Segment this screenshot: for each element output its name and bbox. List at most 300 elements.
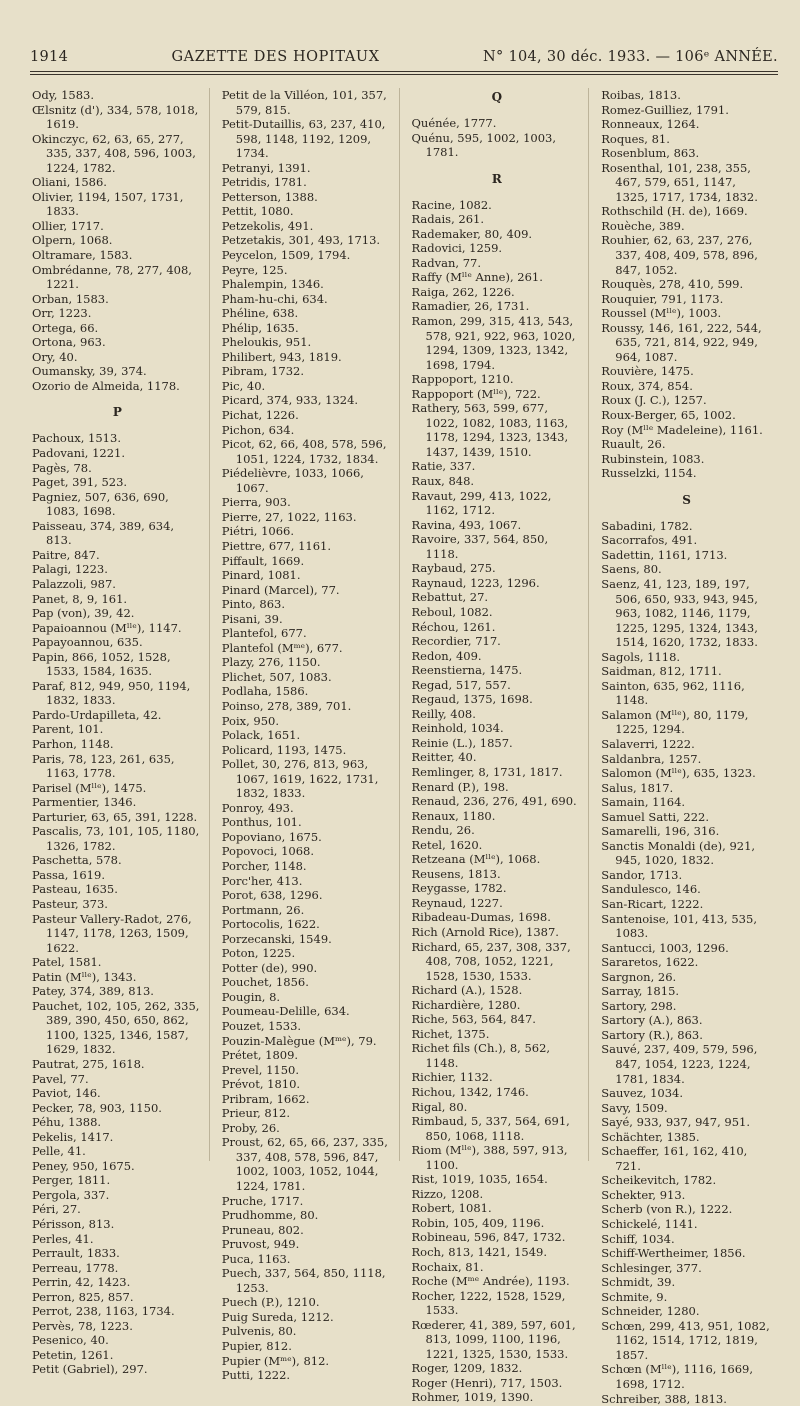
index-entry: Paitre, 847. — [32, 547, 100, 562]
index-entry: Parturier, 63, 65, 391, 1228. — [32, 809, 198, 824]
index-entry: Portmann, 26. — [221, 902, 305, 917]
index-entry: Reboul, 1082. — [411, 604, 493, 619]
index-entry: Pinto, 863. — [221, 597, 286, 612]
index-entry: Samarelli, 196, 316. — [601, 824, 720, 839]
index-entry: Sayé, 933, 937, 947, 951. — [601, 1115, 750, 1130]
index-entry: Pouzin-Malègue (Mᵐᵉ), 79. — [221, 1033, 377, 1048]
index-entry: Regaud, 1375, 1698. — [411, 692, 533, 707]
index-entry: Scheikevitch, 1782. — [601, 1173, 717, 1188]
index-entry: Quénée, 1777. — [411, 116, 497, 130]
index-entry: Ombrédanne, 78, 277, 408, 1221. — [32, 262, 192, 292]
index-entry: Patey, 374, 389, 813. — [32, 984, 154, 999]
index-entry: Paget, 391, 523. — [32, 475, 128, 490]
index-entry: Pergola, 337. — [32, 1187, 110, 1202]
index-entry: Retel, 1620. — [411, 837, 483, 852]
index-entry: Périsson, 813. — [32, 1217, 115, 1232]
index-entry: Raybaud, 275. — [411, 561, 496, 576]
index-entry: Richet, 1375. — [411, 1026, 490, 1041]
index-entry: Puig Sureda, 1212. — [221, 1309, 334, 1324]
index-entry: Reilly, 408. — [411, 706, 476, 721]
index-entry: Ruault, 26. — [601, 437, 666, 452]
index-entry: Schiff-Wertheimer, 1856. — [601, 1246, 746, 1261]
index-entry: Proust, 62, 65, 66, 237, 335, 337, 408, 578, 596, 847, 1002, 1003, 1052, 1044, 1224, 1781. — [221, 1135, 388, 1194]
index-entry: Papaioannou (Mˡˡᵉ), 1147. — [32, 620, 182, 635]
index-entry: Pauchet, 102, 105, 262, 335, 389, 390, 450, 650, 862, 1100, 1325, 1346, 1587, 1629, 1832. — [32, 998, 200, 1057]
index-entry: Pham-hu-chi, 634. — [221, 291, 328, 306]
index-column-4 — [588, 88, 778, 1406]
index-entry: Puech (P.), 1210. — [221, 1295, 320, 1310]
index-entry: Savy, 1509. — [601, 1100, 668, 1115]
index-entry: Redon, 409. — [411, 648, 482, 663]
index-entry: Samuel Satti, 222. — [601, 809, 710, 824]
index-entry: Olpern, 1068. — [32, 233, 113, 248]
index-entry: Schickelé, 1141. — [601, 1217, 698, 1232]
index-entry: Richou, 1342, 1746. — [411, 1085, 529, 1099]
index-entry: Pascalis, 73, 101, 105, 1180, 1326, 1782. — [32, 824, 200, 853]
index-entry: Samain, 1164. — [601, 795, 686, 810]
index-entry: Prevel, 1150. — [221, 1062, 300, 1077]
index-entry: Schneider, 1280. — [601, 1304, 700, 1319]
index-entry: Pruche, 1717. — [221, 1193, 304, 1208]
index-entry: Rohmer, 1019, 1390. — [411, 1390, 534, 1405]
index-entry: Reitter, 40. — [411, 750, 477, 765]
index-entry: Pierra, 903. — [221, 495, 291, 510]
index-entry: Pagès, 78. — [32, 460, 92, 475]
index-entry: Sartory (A.), 863. — [601, 1013, 703, 1028]
index-entry: Pachoux, 1513. — [32, 431, 121, 446]
index-entry: Olivier, 1194, 1507, 1731, 1833. — [32, 189, 184, 219]
section-letter: R — [491, 171, 502, 186]
index-entry: Sauvez, 1034. — [601, 1086, 683, 1101]
index-entry: Schœn, 299, 413, 951, 1082, 1162, 1514, 1712, 1819, 1857. — [601, 1318, 770, 1362]
index-entry: Reusens, 1813. — [411, 866, 501, 881]
index-entry: Pouzet, 1533. — [221, 1019, 302, 1033]
index-entry: Ramon, 299, 315, 413, 543, 578, 921, 922, 963, 1020, 1294, 1309, 1323, 1342, 1698, 1794. — [411, 314, 576, 372]
index-entry: Rochaix, 81. — [411, 1259, 484, 1274]
index-entry: Schächter, 1385. — [601, 1129, 700, 1144]
index-entry: Schœn (Mˡˡᵉ), 1116, 1669, 1698, 1712. — [601, 1362, 754, 1392]
index-entry: Pollet, 30, 276, 813, 963, 1067, 1619, 1622, 1731, 1832, 1833. — [221, 757, 379, 801]
index-entry: Renard (P.), 198. — [411, 779, 509, 794]
index-entry: Rouhier, 62, 63, 237, 276, 337, 408, 409, 578, 896, 847, 1052. — [601, 233, 758, 277]
index-entry: Schiff, 1034. — [601, 1231, 675, 1246]
index-entry: Pecker, 78, 903, 1150. — [32, 1100, 162, 1115]
index-entry: San-Ricart, 1222. — [601, 896, 704, 911]
index-entry: Peycelon, 1509, 1794. — [221, 248, 351, 263]
index-entry: Rothschild (H. de), 1669. — [601, 204, 748, 219]
index-entry: Perger, 1811. — [32, 1173, 111, 1188]
index-entry: Reinhold, 1034. — [411, 721, 504, 736]
index-entry: Roux, 374, 854. — [601, 378, 693, 393]
index-entry: Picot, 62, 66, 408, 578, 596, 1051, 1224, 1732, 1834. — [221, 437, 387, 466]
index-entry: Pautrat, 275, 1618. — [32, 1057, 145, 1071]
index-entry: Ravaut, 299, 413, 1022, 1162, 1712. — [411, 488, 552, 518]
index-entry: Parisel (Mˡˡᵉ), 1475. — [32, 780, 147, 795]
index-entry: Podlaha, 1586. — [221, 684, 309, 699]
index-entry: Ozorio de Almeida, 1178. — [32, 378, 180, 393]
index-entry: Pekelis, 1417. — [32, 1129, 114, 1144]
index-entry: Pesenico, 40. — [32, 1333, 109, 1348]
index-entry: Rathery, 563, 599, 677, 1022, 1082, 1083, 1163, 1178, 1294, 1323, 1343, 1437, 1439, 1510. — [411, 401, 569, 459]
index-entry: Policard, 1193, 1475. — [221, 742, 347, 757]
index-entry: Poix, 950. — [221, 713, 280, 728]
index-entry: Perles, 41. — [32, 1231, 94, 1246]
index-entry: Sartory, 298. — [601, 998, 677, 1013]
index-entry: Rouèche, 389. — [601, 218, 685, 233]
index-entry: Robert, 1081. — [411, 1201, 492, 1216]
index-entry: Reynaud, 1227. — [411, 895, 503, 910]
index-entry: Parent, 101. — [32, 722, 104, 737]
index-entry: Passa, 1619. — [32, 867, 105, 882]
index-entry: Saens, 80. — [601, 562, 662, 577]
index-entry: Phéline, 638. — [221, 306, 299, 321]
index-entry: Rouquier, 791, 1173. — [601, 291, 724, 306]
index-entry: Rosenblum, 863. — [601, 146, 700, 161]
index-entry: Prieur, 812. — [221, 1106, 291, 1121]
index-entry: Pupier, 812. — [221, 1339, 292, 1354]
index-entry: Pic, 40. — [221, 378, 266, 393]
index-entry: Popovoci, 1068. — [221, 844, 315, 859]
index-entry: Piétri, 1066. — [221, 524, 295, 539]
index-entry: Oumansky, 39, 374. — [32, 364, 147, 379]
index-entry: Radovici, 1259. — [411, 241, 503, 256]
index-entry: Petit (Gabriel), 297. — [32, 1362, 148, 1377]
index-entry: Ratie, 337. — [411, 459, 476, 474]
index-entry: Pettit, 1080. — [221, 204, 294, 219]
index-column-2 — [209, 88, 399, 1383]
index-entry: Racine, 1082. — [411, 197, 492, 212]
page-number: 1914 — [30, 49, 69, 65]
index-entry: Reenstierna, 1475. — [411, 663, 523, 678]
section-letter: S — [682, 492, 691, 507]
index-entry: Pruvost, 949. — [221, 1237, 300, 1252]
index-entry: Péhu, 1388. — [32, 1115, 102, 1130]
index-entry: Ody, 1583. — [32, 88, 94, 102]
index-entry: Saldanbra, 1257. — [601, 751, 702, 766]
index-entry: Puca, 1163. — [221, 1251, 291, 1266]
index-entry: Sadettin, 1161, 1713. — [601, 547, 728, 562]
index-entry: Reygasse, 1782. — [411, 881, 507, 896]
index-entry: Ravoire, 337, 564, 850, 1118. — [411, 532, 549, 561]
index-entry: Radvan, 77. — [411, 255, 481, 270]
index-entry: Rocher, 1222, 1528, 1529, 1533. — [411, 1288, 566, 1318]
index-entry: Poumeau-Delille, 634. — [221, 1004, 350, 1019]
index-entry: Piffault, 1669. — [221, 553, 305, 568]
index-entry: Panet, 8, 9, 161. — [32, 591, 128, 606]
index-entry: Reinie (L.), 1857. — [411, 735, 513, 750]
section-letter: Q — [491, 90, 503, 104]
index-entry: Rosenthal, 101, 238, 355, 467, 579, 651, 1147, 1325, 1717, 1734, 1832. — [601, 160, 758, 204]
index-entry: Poinso, 278, 389, 701. — [221, 698, 352, 713]
index-entry: Péri, 27. — [32, 1202, 81, 1217]
index-entry: Rigal, 80. — [411, 1099, 468, 1114]
index-entry: Pierre, 27, 1022, 1163. — [221, 509, 357, 524]
index-entry: Renaux, 1180. — [411, 808, 496, 823]
index-entry: Roques, 81. — [601, 131, 670, 146]
index-entry: Plantefol (Mᵐᵉ), 677. — [221, 640, 343, 655]
index-entry: Orban, 1583. — [32, 291, 109, 306]
index-entry: Patin (Mˡˡᵉ), 1343. — [32, 969, 137, 984]
index-entry: Padovani, 1221. — [32, 446, 126, 461]
index-entry: Prétet, 1809. — [221, 1048, 299, 1063]
section-letter: P — [112, 405, 122, 420]
index-entry: Pichon, 634. — [221, 422, 295, 437]
index-entry: Retzeana (Mˡˡᵉ), 1068. — [411, 852, 541, 867]
index-entry: Porc'her, 413. — [221, 873, 303, 888]
index-entry: Petterson, 1388. — [221, 189, 318, 204]
index-entry: Schmite, 9. — [601, 1289, 668, 1304]
index-entry: Palazzoli, 987. — [32, 576, 116, 591]
index-columns — [30, 88, 778, 1406]
index-entry: Rich (Arnold Rice), 1387. — [411, 924, 559, 939]
index-entry: Sabadini, 1782. — [601, 518, 693, 533]
index-entry: Réchou, 1261. — [411, 619, 496, 634]
index-entry: Roy (Mˡˡᵉ Madeleine), 1161. — [601, 422, 763, 437]
index-entry: Phalempin, 1346. — [221, 277, 324, 292]
index-entry: Santucci, 1003, 1296. — [601, 940, 729, 955]
index-entry: Pruneau, 802. — [221, 1222, 304, 1237]
index-entry: Porzecanski, 1549. — [221, 931, 332, 946]
index-entry: Sagols, 1118. — [601, 649, 681, 664]
journal-title: GAZETTE DES HOPITAUX — [171, 49, 380, 65]
index-entry: Rimbaud, 5, 337, 564, 691, 850, 1068, 1118. — [411, 1114, 570, 1143]
index-entry: Poton, 1225. — [221, 946, 296, 961]
index-entry: Pougin, 8. — [221, 989, 281, 1004]
index-entry: Pulvenis, 80. — [221, 1324, 297, 1339]
page-header — [30, 44, 778, 70]
index-entry: Pardo-Urdapilleta, 42. — [32, 707, 162, 722]
index-entry: Richier, 1132. — [411, 1070, 493, 1085]
index-entry: Pasteur Vallery-Radot, 276, 1147, 1178, 1263, 1509, 1622. — [32, 911, 192, 955]
index-entry: Philibert, 943, 1819. — [221, 349, 342, 364]
index-entry: Salamon (Mˡˡᵉ), 80, 1179, 1225, 1294. — [601, 707, 749, 737]
index-entry: Pasteur, 373. — [32, 896, 108, 911]
index-entry: Palagi, 1223. — [32, 562, 108, 577]
index-entry: Roux (J. C.), 1257. — [601, 393, 707, 408]
index-entry: Roux-Berger, 65, 1002. — [601, 408, 736, 423]
index-entry: Pheloukis, 951. — [221, 335, 312, 350]
index-column-3 — [399, 88, 589, 1405]
index-entry: Sartory (R.), 863. — [601, 1027, 703, 1042]
index-entry: Ribadeau-Dumas, 1698. — [411, 910, 551, 925]
index-entry: Remlinger, 8, 1731, 1817. — [411, 764, 563, 779]
index-entry: Sainton, 635, 962, 1116, 1148. — [601, 678, 745, 708]
index-entry: Roger (Henri), 717, 1503. — [411, 1375, 563, 1390]
index-entry: Rubinstein, 1083. — [601, 451, 705, 466]
index-entry: Pribram, 1662. — [221, 1091, 310, 1106]
index-entry: Petridis, 1781. — [221, 175, 307, 190]
index-entry: Petit de la Villéon, 101, 357, 579, 815. — [221, 88, 387, 117]
index-entry: Radais, 261. — [411, 212, 484, 227]
index-entry: Richard, 65, 237, 308, 337, 408, 708, 1052, 1221, 1528, 1530, 1533. — [411, 939, 571, 983]
index-entry: Rouquès, 278, 410, 599. — [601, 277, 744, 292]
header-rule-double — [30, 74, 778, 75]
index-entry: Rist, 1019, 1035, 1654. — [411, 1172, 548, 1187]
index-entry: Roch, 813, 1421, 1549. — [411, 1245, 548, 1260]
index-entry: Perrot, 238, 1163, 1734. — [32, 1304, 175, 1319]
index-entry: Petzekolis, 491. — [221, 218, 314, 233]
index-entry: Parhon, 1148. — [32, 736, 114, 751]
index-entry: Robin, 105, 409, 1196. — [411, 1215, 545, 1230]
index-entry: Perron, 825, 857. — [32, 1289, 134, 1304]
index-entry: Pagniez, 507, 636, 690, 1083, 1698. — [32, 489, 169, 519]
index-entry: Pinard, 1081. — [221, 568, 301, 583]
header-rule — [30, 71, 778, 72]
index-entry: Ortona, 963. — [32, 335, 106, 350]
index-entry: Petetin, 1261. — [32, 1347, 114, 1362]
index-entry: Rœderer, 41, 389, 597, 601, 813, 1099, 1100, 1196, 1221, 1325, 1530, 1533. — [411, 1317, 576, 1361]
index-entry: Portocolis, 1622. — [221, 917, 320, 932]
index-entry: Ronneaux, 1264. — [601, 117, 700, 132]
index-entry: Picard, 374, 933, 1324. — [221, 393, 359, 408]
index-entry: Sararetos, 1622. — [601, 955, 699, 970]
index-entry: Roussy, 146, 161, 222, 544, 635, 721, 814, 922, 949, 964, 1087. — [601, 320, 762, 364]
index-entry: Salaverri, 1222. — [601, 736, 695, 751]
index-entry: Russelzki, 1154. — [601, 466, 697, 481]
index-entry: Schaeffer, 161, 162, 410, 721. — [601, 1144, 748, 1173]
issue-info: N° 104, 30 déc. 1933. — 106ᵉ ANNÉE. — [483, 49, 778, 65]
index-entry: Renaud, 236, 276, 491, 690. — [411, 794, 577, 809]
index-entry: Salomon (Mˡˡᵉ), 635, 1323. — [601, 766, 756, 781]
index-entry: Pap (von), 39, 42. — [32, 606, 135, 621]
index-entry: Raiga, 262, 1226. — [411, 284, 515, 299]
index-entry: Piédelièvre, 1033, 1066, 1067. — [221, 466, 364, 495]
index-entry: Rappoport (Mˡˡᵉ), 722. — [411, 386, 541, 401]
index-entry: Salus, 1817. — [601, 780, 674, 795]
index-entry: Rebattut, 27. — [411, 590, 489, 605]
index-entry: Sargnon, 26. — [601, 969, 677, 984]
index-entry: Roibas, 1813. — [601, 88, 681, 102]
index-entry: Richard (A.), 1528. — [411, 983, 523, 998]
index-entry: Porcher, 1148. — [221, 858, 307, 873]
index-entry: Paraf, 812, 949, 950, 1194, 1832, 1833. — [32, 678, 191, 708]
index-entry: Sandulesco, 146. — [601, 882, 701, 897]
index-entry: Oltramare, 1583. — [32, 248, 133, 263]
index-entry: Popoviano, 1675. — [221, 829, 322, 844]
index-entry: Okinczyc, 62, 63, 65, 277, 335, 337, 408, 596, 1003, 1224, 1782. — [32, 131, 196, 175]
index-entry: Richet fils (Ch.), 8, 562, 1148. — [411, 1041, 551, 1070]
index-entry: Pinard (Marcel), 77. — [221, 582, 340, 597]
index-entry: Pupier (Mᵐᵉ), 812. — [221, 1353, 330, 1368]
index-entry: Scherb (von R.), 1222. — [601, 1202, 733, 1217]
index-entry: Pibram, 1732. — [221, 364, 305, 379]
index-entry: Sauvé, 237, 409, 579, 596, 847, 1054, 1223, 1224, 1781, 1834. — [601, 1042, 758, 1086]
index-entry: Rappoport, 1210. — [411, 372, 514, 387]
index-entry: Proby, 26. — [221, 1120, 280, 1135]
index-entry: Paschetta, 578. — [32, 853, 122, 868]
index-entry: Perreau, 1778. — [32, 1260, 119, 1275]
index-entry: Peyre, 125. — [221, 262, 288, 277]
index-entry: Recordier, 717. — [411, 634, 501, 649]
index-entry: Parmentier, 1346. — [32, 795, 137, 810]
index-entry: Quénu, 595, 1002, 1003, 1781. — [411, 130, 557, 160]
index-entry: Raynaud, 1223, 1296. — [411, 575, 540, 590]
index-entry: Riom (Mˡˡᵉ), 388, 597, 913, 1100. — [411, 1143, 568, 1172]
index-entry: Paviot, 146. — [32, 1086, 101, 1101]
index-entry: Raffy (Mˡˡᵉ Anne), 261. — [411, 270, 543, 285]
index-entry: Pisani, 39. — [221, 611, 283, 626]
index-entry: Ponthus, 101. — [221, 815, 302, 830]
index-entry: Prudhomme, 80. — [221, 1208, 319, 1223]
index-entry: Saenz, 41, 123, 189, 197, 506, 650, 933, 943, 945, 963, 1082, 1146, 1179, 1225, 1295, 1324, 1343, 1514, 1620, 1732, 1833. — [601, 576, 758, 650]
index-entry: Polack, 1651. — [221, 728, 301, 743]
index-entry: Ponroy, 493. — [221, 800, 294, 815]
index-entry: Sanctis Monaldi (de), 921, 945, 1020, 1832. — [601, 838, 756, 868]
index-entry: Sarray, 1815. — [601, 984, 680, 999]
index-entry: Rendu, 26. — [411, 823, 475, 838]
index-entry: Sacorrafos, 491. — [601, 533, 698, 548]
index-entry: Raux, 848. — [411, 474, 475, 489]
index-entry: Pichat, 1226. — [221, 408, 299, 423]
index-entry: Sandor, 1713. — [601, 867, 683, 882]
index-entry: Piettre, 677, 1161. — [221, 538, 332, 553]
index-entry: Plazy, 276, 1150. — [221, 655, 321, 670]
index-entry: Oliani, 1586. — [32, 175, 107, 190]
index-entry: Ory, 40. — [32, 349, 78, 364]
index-entry: Petit-Dutaillis, 63, 237, 410, 598, 1148, 1192, 1209, 1734. — [221, 117, 386, 161]
index-entry: Papin, 866, 1052, 1528, 1533, 1584, 1635. — [32, 649, 171, 679]
index-entry: Richardière, 1280. — [411, 997, 521, 1012]
index-entry: Roger, 1209, 1832. — [411, 1361, 523, 1376]
index-entry: Papayoannou, 635. — [32, 635, 143, 650]
index-entry: Saidman, 812, 1711. — [601, 664, 722, 679]
index-entry: Prévot, 1810. — [221, 1077, 301, 1092]
index-entry: Roche (Mᵐᵉ Andrée), 1193. — [411, 1274, 570, 1289]
index-entry: Phélip, 1635. — [221, 320, 299, 335]
index-entry: Puech, 337, 564, 850, 1118, 1253. — [221, 1266, 386, 1295]
index-entry: Schekter, 913. — [601, 1187, 686, 1202]
index-entry: Pelle, 41. — [32, 1144, 86, 1159]
index-entry: Ramadier, 26, 1731. — [411, 299, 530, 314]
index-column-1 — [30, 88, 209, 1377]
index-entry: Riche, 563, 564, 847. — [411, 1012, 536, 1027]
index-entry: Orr, 1223. — [32, 306, 92, 321]
index-entry: Paris, 78, 123, 261, 635, 1163, 1778. — [32, 751, 175, 781]
index-entry: Patel, 1581. — [32, 955, 102, 970]
index-entry: Rouvière, 1475. — [601, 364, 694, 379]
index-entry: Schreiber, 388, 1813. — [601, 1391, 727, 1406]
index-entry: Peney, 950, 1675. — [32, 1158, 135, 1173]
index-entry: Perrin, 42, 1423. — [32, 1275, 131, 1290]
index-entry: Petzetakis, 301, 493, 1713. — [221, 233, 381, 248]
index-entry: Perrault, 1833. — [32, 1246, 120, 1261]
index-entry: Pasteau, 1635. — [32, 882, 118, 897]
index-entry: Robineau, 596, 847, 1732. — [411, 1230, 566, 1245]
index-entry: Schmidt, 39. — [601, 1275, 676, 1290]
index-entry: Pavel, 77. — [32, 1071, 89, 1086]
index-entry: Roussel (Mˡˡᵉ), 1003. — [601, 306, 722, 321]
index-entry: Rizzo, 1208. — [411, 1186, 484, 1201]
index-entry: Ravina, 493, 1067. — [411, 517, 522, 532]
index-entry: Porot, 638, 1296. — [221, 888, 323, 903]
index-entry: Santenoise, 101, 413, 535, 1083. — [601, 911, 757, 941]
index-entry: Plichet, 507, 1083. — [221, 669, 332, 684]
index-entry: Romez-Guilliez, 1791. — [601, 102, 729, 117]
index-entry: Rademaker, 80, 409. — [411, 226, 533, 241]
index-entry: Regad, 517, 557. — [411, 677, 511, 692]
index-entry: Ortega, 66. — [32, 320, 99, 335]
index-entry: Ollier, 1717. — [32, 218, 104, 233]
index-entry: Potter (de), 990. — [221, 960, 318, 975]
index-entry: Schlesinger, 377. — [601, 1260, 702, 1275]
index-entry: Petranyi, 1391. — [221, 160, 311, 175]
index-entry: Putti, 1222. — [221, 1368, 291, 1383]
index-entry: Pervès, 78, 1223. — [32, 1318, 133, 1333]
index-entry: Paisseau, 374, 389, 634, 813. — [32, 518, 175, 548]
index-entry: Plantefol, 677. — [221, 626, 307, 641]
index-entry: Pouchet, 1856. — [221, 975, 309, 990]
index-entry: Œlsnitz (d'), 334, 578, 1018, 1619. — [32, 102, 199, 132]
